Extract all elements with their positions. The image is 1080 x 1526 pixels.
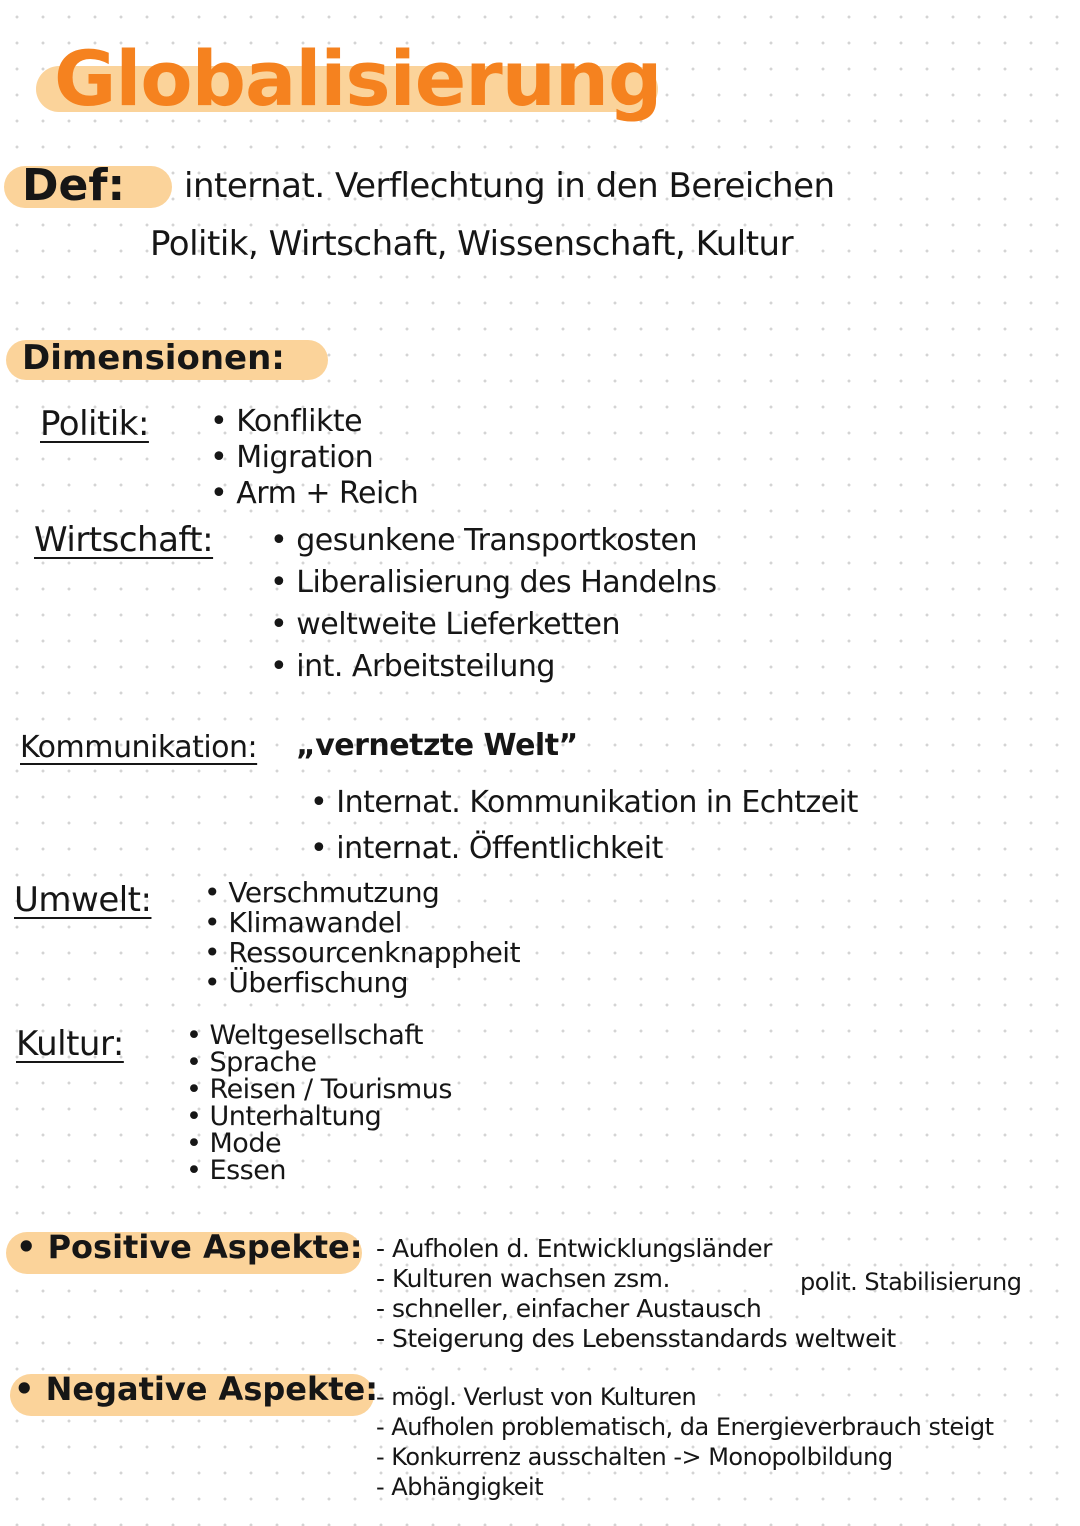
- kommunikation-quote: „vernetzte Welt”: [296, 728, 578, 763]
- positive-label: Positive Aspekte:: [47, 1228, 363, 1266]
- kultur-list: [186, 1022, 452, 1184]
- list-item: - Aufholen problematisch, da Energieverbrauch steigt: [376, 1412, 994, 1442]
- list-item: • internat. Öffentlichkeit: [310, 826, 858, 872]
- list-item: • Arm + Reich: [210, 476, 418, 512]
- list-item: • Unterhaltung: [186, 1103, 452, 1130]
- list-item: • Internat. Kommunikation in Echtzeit: [310, 780, 858, 826]
- list-item: • weltweite Lieferketten: [270, 604, 717, 646]
- politik-list: [210, 404, 418, 512]
- list-item: • Migration: [210, 440, 418, 476]
- definition-label: Def:: [22, 160, 126, 211]
- kommunikation-label: Kommunikation:: [20, 730, 258, 765]
- list-item: • Verschmutzung: [204, 878, 520, 908]
- list-item: - Steigerung des Lebensstandards weltweit: [376, 1324, 896, 1354]
- definition-line-1: internat. Verflechtung in den Bereichen: [184, 166, 835, 206]
- list-item: • Mode: [186, 1130, 452, 1157]
- negative-list: [376, 1382, 994, 1502]
- page-title: Globalisierung: [54, 34, 662, 123]
- politik-label: Politik:: [40, 404, 149, 444]
- definition-line-2: Politik, Wirtschaft, Wissenschaft, Kultur: [150, 224, 794, 264]
- list-item: • Liberalisierung des Handelns: [270, 562, 717, 604]
- list-item: • gesunkene Transportkosten: [270, 520, 717, 562]
- umwelt-list: [204, 878, 520, 998]
- list-item: - Kulturen wachsen zsm.: [376, 1264, 896, 1294]
- list-item: • Überfischung: [204, 968, 520, 998]
- positive-heading: • Positive Aspekte:: [16, 1228, 363, 1266]
- list-item: - Abhängigkeit: [376, 1472, 994, 1502]
- list-item: • Essen: [186, 1157, 452, 1184]
- list-item: • int. Arbeitsteilung: [270, 646, 717, 688]
- list-item: • Klimawandel: [204, 908, 520, 938]
- list-item: • Reisen / Tourismus: [186, 1076, 452, 1103]
- kommunikation-list: [310, 780, 858, 872]
- list-item: • Ressourcenknappheit: [204, 938, 520, 968]
- umwelt-label: Umwelt:: [14, 880, 152, 920]
- wirtschaft-label: Wirtschaft:: [34, 520, 214, 560]
- list-item: - Konkurrenz ausschalten -> Monopolbildung: [376, 1442, 994, 1472]
- positive-note: polit. Stabilisierung: [800, 1268, 1022, 1296]
- list-item: - mögl. Verlust von Kulturen: [376, 1382, 994, 1412]
- list-item: - Aufholen d. Entwicklungsländer: [376, 1234, 896, 1264]
- list-item: - schneller, einfacher Austausch: [376, 1294, 896, 1324]
- kultur-label: Kultur:: [16, 1024, 124, 1064]
- negative-heading: • Negative Aspekte:: [14, 1370, 379, 1408]
- wirtschaft-list: [270, 520, 717, 688]
- dimensionen-heading: Dimensionen:: [22, 338, 285, 378]
- list-item: • Sprache: [186, 1049, 452, 1076]
- negative-label: Negative Aspekte:: [45, 1370, 379, 1408]
- list-item: • Weltgesellschaft: [186, 1022, 452, 1049]
- list-item: • Konflikte: [210, 404, 418, 440]
